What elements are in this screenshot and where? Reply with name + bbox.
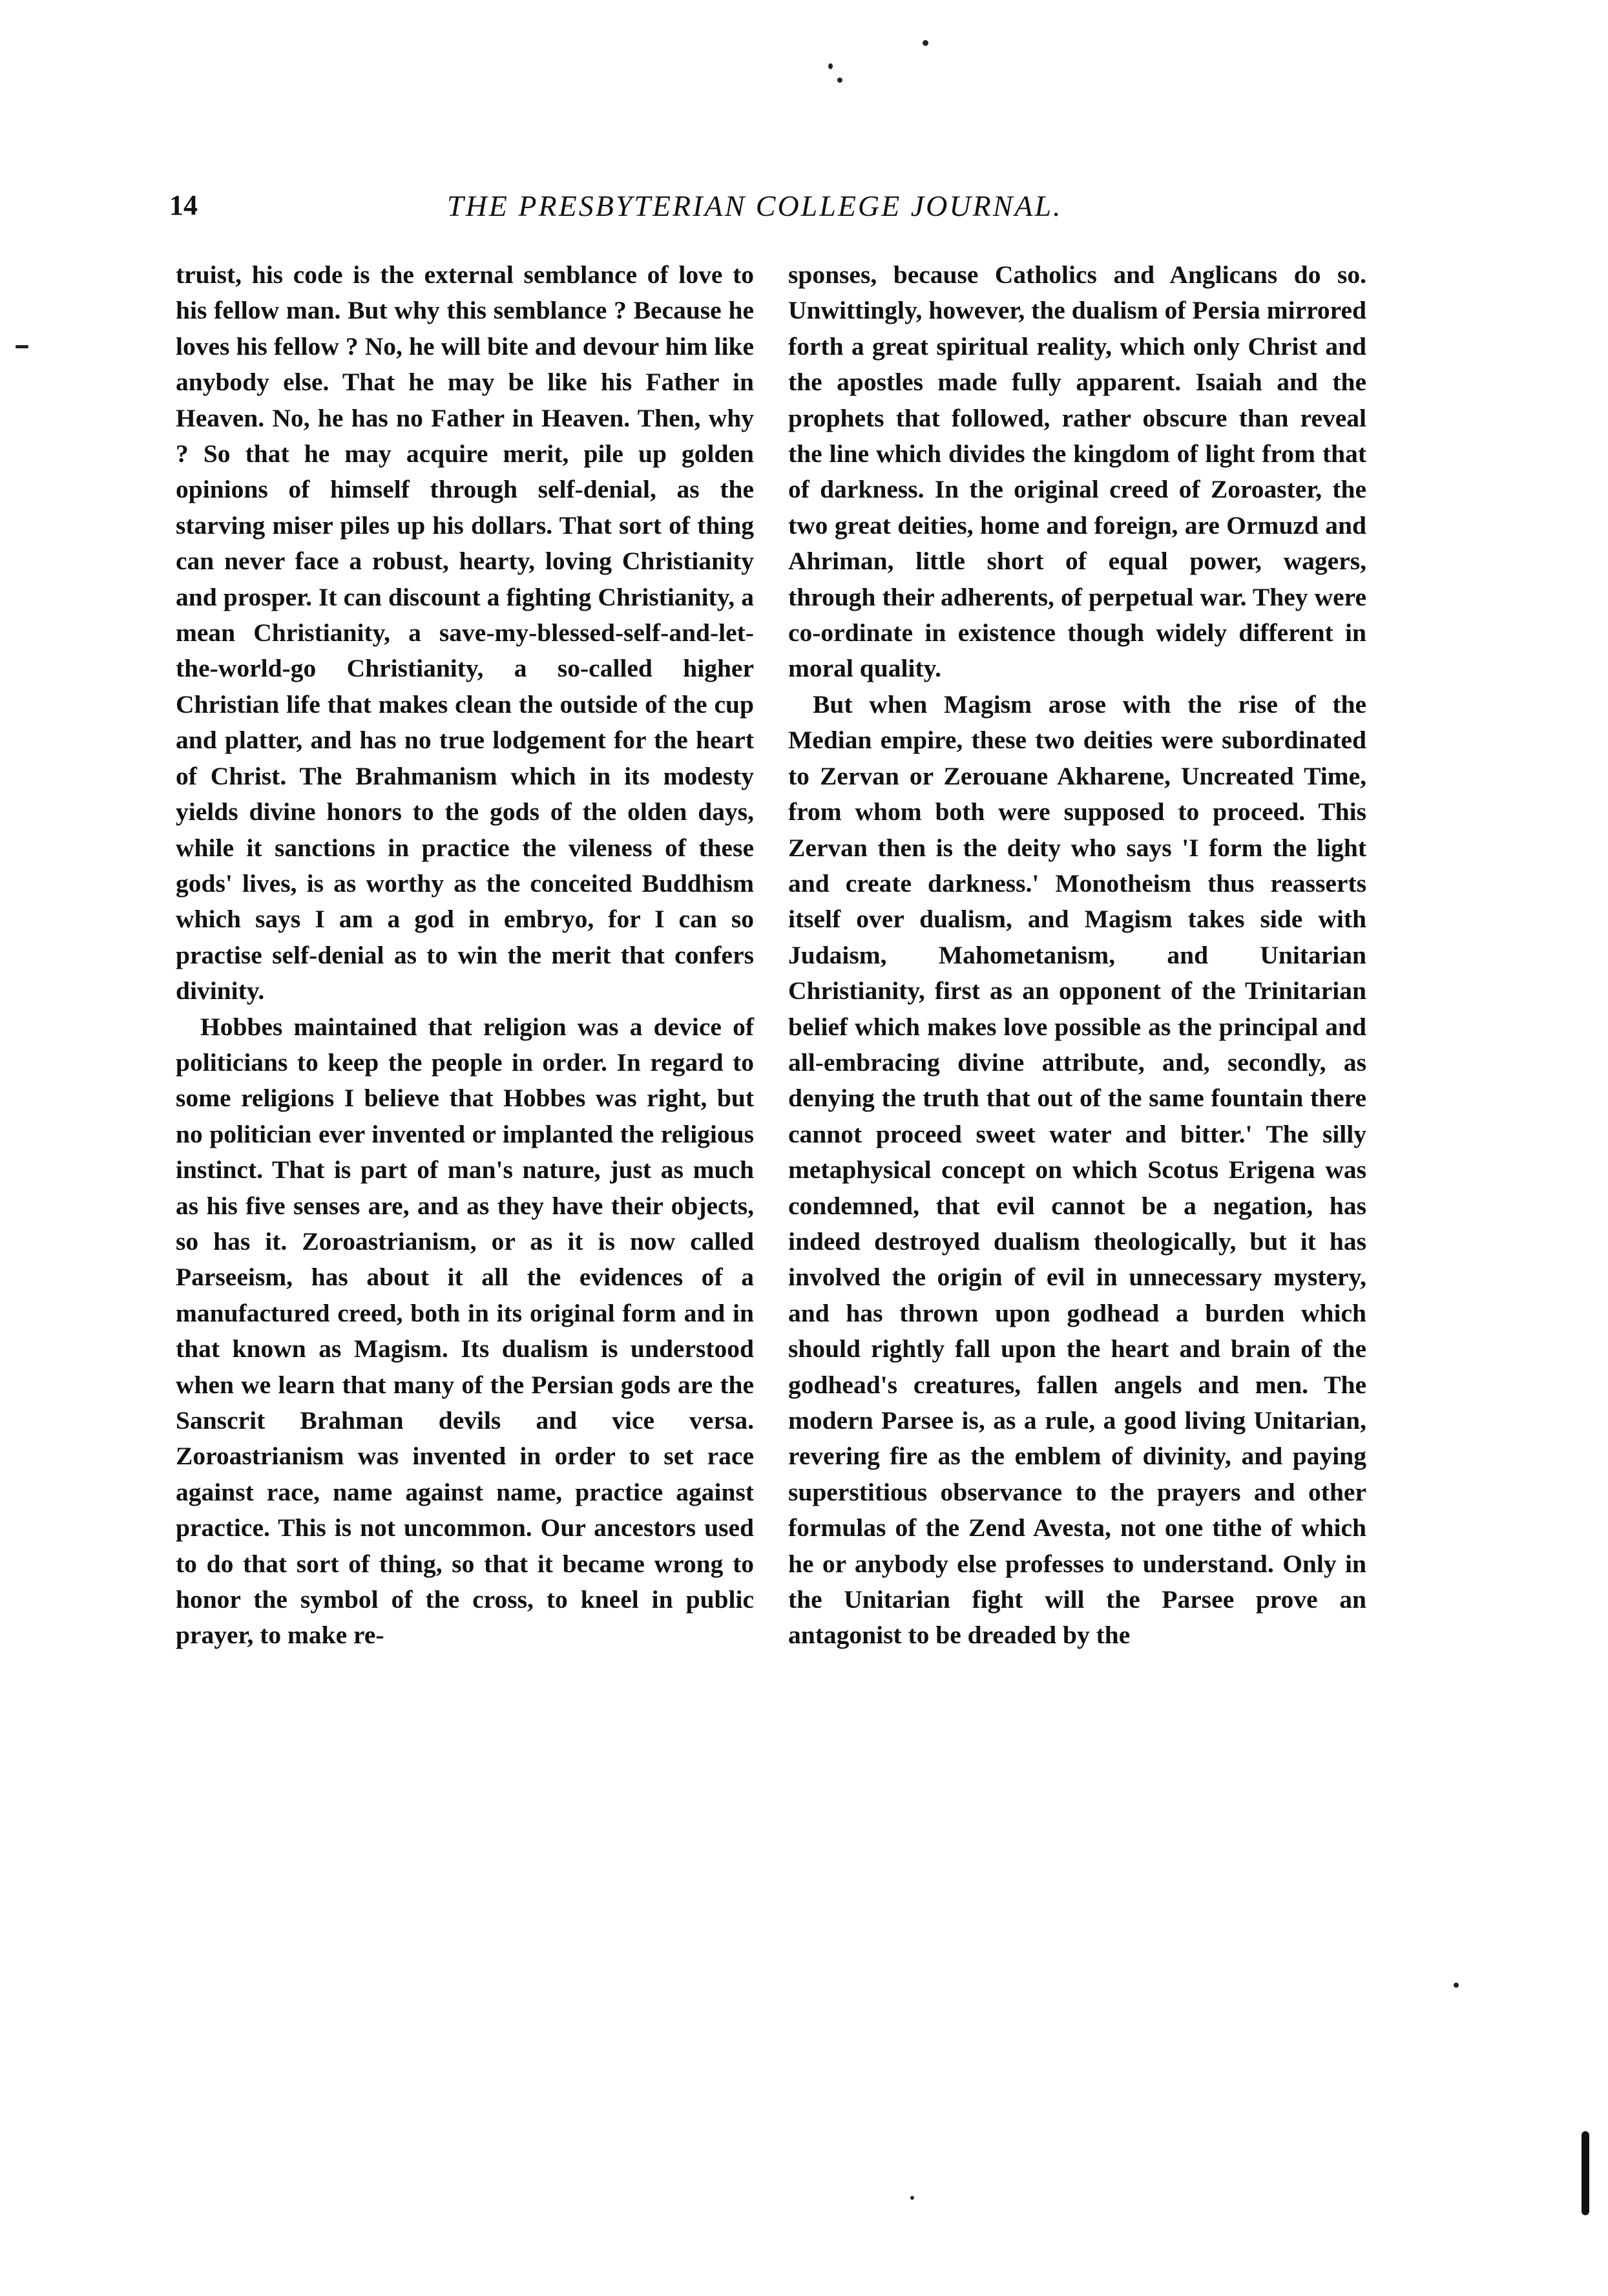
scan-speck [837,78,842,83]
scan-speck [828,63,833,69]
scan-speck [16,345,28,348]
scan-edge-mark [1582,2131,1589,2215]
running-head: THE PRESBYTERIAN COLLEGE JOURNAL. [447,189,1063,222]
scan-speck [910,2196,914,2200]
paragraph: sponses, because Catholics and Anglicans do so. Unwittingly, however, the dualism of Persia mirrored forth a great spiritual reality, which only Christ and the apostles made fully apparent. Isaiah and the prophets that followed, rather obscure than reveal the line which divides the kingdom of light from that of darkness. In the original creed of Zoroaster, the two great deities, home and foreign, are Ormuzd and Ahriman, little short of equal power, wagers, through their adherents, of perpetual war. They were co-ordinate in existence though widely different in moral quality. [788,260,1366,683]
page-number: 14 [169,189,198,221]
paragraph: truist, his code is the external semblance of love to his fellow man. But why this semblance ? Because he loves his fellow ? No, he will bite and devour him like anybody else. That he may be like his Father in Heaven. No, he has no Father in Heaven. Then, why ? So that he may acquire merit, pile up golden opinions of himself through self-denial, as the starving miser piles up his dollars. That sort of thing can never face a robust, hearty, loving Christianity and prosper. It can discount a fighting Christianity, a mean Christianity, a save-my-blessed-self-and-let-the-world-go Christianity, a so-called higher Christian life that makes clean the outside of the cup and platter, and has no true lodgement for the heart of Christ. The Brahmanism which in its modesty yields divine honors to the gods of the olden days, while it sanctions in practice the vileness of these gods' lives, is as worthy as the conceited Buddhism which says I am a god in embryo, for I can so practise self-denial as to win the merit that confers divinity. [176,260,754,1006]
paragraph: Hobbes maintained that religion was a device of politicians to keep the people in order. In regard to some religions I believe that Hobbes was right, but no politician ever invented or implanted the religious instinct. That is part of man's nature, just as much as his five senses are, and as they have their objects, so has it. Zoroastrianism, or as it is now called Parseeism, has about it all the evidences of a manufactured creed, both in its original form and in that known as Magism. Its dualism is understood when we learn that many of the Persian gods are the Sanscrit Brahman devils and vice versa. Zoroastrianism was invented in order to set race against race, name against name, practice against practice. This is not uncommon. Our ancestors used to do that sort of thing, so that it became wrong to honor the symbol of the cross, to kneel in public prayer, to make re- [176,1012,754,1650]
paragraph: But when Magism arose with the rise of the Median empire, these two deities were subordinated to Zervan or Zerouane Akharene, Uncreated Time, from whom both were supposed to proceed. This Zervan then is the deity who says 'I form the light and create darkness.' Monotheism thus reasserts itself over dualism, and Magism takes side with Judaism, Mahometanism, and Unitarian Christianity, first as an opponent of the Trinitarian belief which makes love possible as the principal and all-embracing divine attribute, and, secondly, as denying the truth that out of the same fountain there cannot proceed sweet water and bitter.' The silly metaphysical concept on which Scotus Erigena was condemned, that evil cannot be a negation, has indeed destroyed dualism theologically, but it has involved the origin of evil in unnecessary mystery, and has thrown upon godhead a burden which should rightly fall upon the heart and brain of the godhead's creatures, fallen angels and men. The modern Parsee is, as a rule, a good living Unitarian, revering fire as the emblem of divinity, and paying superstitious observance to the prayers and other formulas of the Zend Avesta, not one tithe of which he or anybody else professes to understand. Only in the Unitarian fight will the Parsee prove an antagonist to be dreaded by the [788,690,1366,1650]
page-header [169,189,1384,234]
scan-speck [1454,1983,1459,1988]
left-column [176,257,754,1654]
scan-speck [923,40,928,46]
right-column [788,257,1366,1654]
